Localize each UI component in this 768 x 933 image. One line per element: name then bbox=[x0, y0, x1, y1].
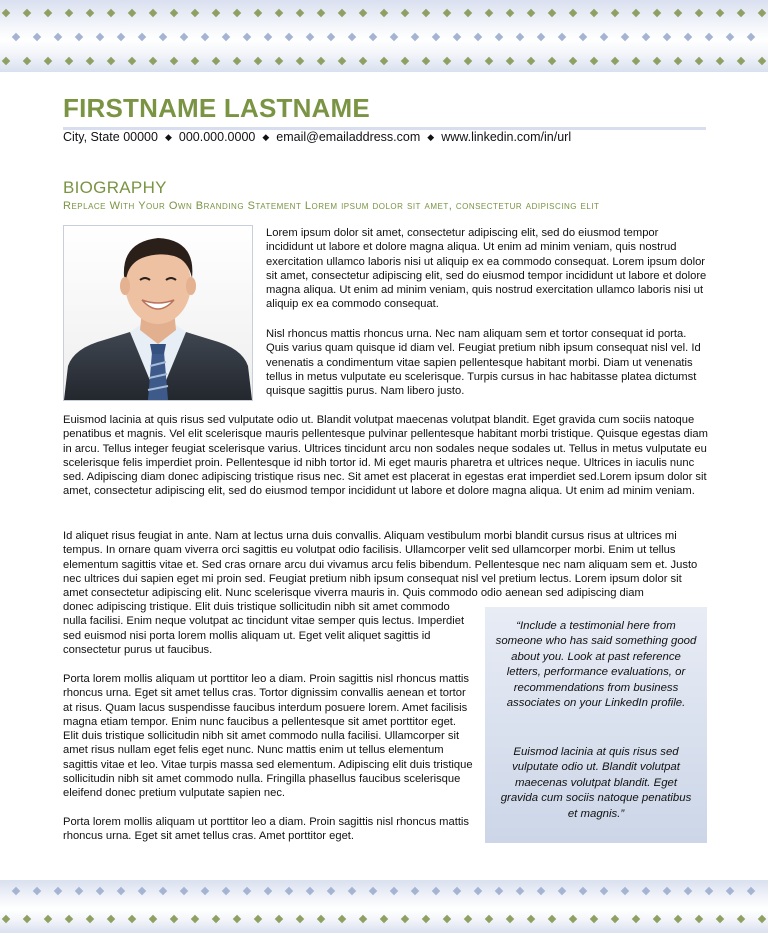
diamond-bullet-icon: ◆ bbox=[262, 132, 270, 142]
diamond-ornament bbox=[75, 887, 83, 895]
diamond-ornament bbox=[327, 887, 335, 895]
diamond-ornament bbox=[243, 887, 251, 895]
diamond-ornament bbox=[369, 33, 377, 41]
diamond-ornament bbox=[590, 57, 598, 65]
diamond-ornament bbox=[663, 887, 671, 895]
diamond-pattern-row bbox=[0, 8, 768, 20]
paragraph-text: Id aliquet risus feugiat in ante. Nam at lectus urna duis convallis. Aliquam vestibulum morbi blandit cursus risus at ultrices mi tempus. In ornare quam viverra orci sagittis eu volutpat odio facilisis. Ullamcorper velit sed ullamcorper morbi. Enim ut tellus elementum sagittis vitae et. Sed cras ornare arcu dui vivamus arcu felis bibendum. Pellentesque nec nam aliquam sem et. Justo nec ultrices dui sapien eget mi proin sed. Feugiat pretium nibh ipsum consequat nisl vel pretium lectus. Lorem ipsum dolor sit amet consectetur adipiscing elit. Nunc scelerisque viverra mauris in. Quis commodo odio aenean sed adipiscing diam bbox=[63, 530, 698, 600]
diamond-ornament bbox=[44, 57, 52, 65]
diamond-ornament bbox=[422, 9, 430, 17]
diamond-ornament bbox=[527, 915, 535, 923]
diamond-ornament bbox=[275, 57, 283, 65]
diamond-ornament bbox=[86, 915, 94, 923]
diamond-ornament bbox=[611, 915, 619, 923]
diamond-ornament bbox=[359, 915, 367, 923]
diamond-ornament bbox=[212, 9, 220, 17]
diamond-ornament bbox=[705, 887, 713, 895]
diamond-ornament bbox=[590, 9, 598, 17]
diamond-ornament bbox=[380, 9, 388, 17]
diamond-bullet-icon: ◆ bbox=[427, 132, 435, 142]
diamond-ornament bbox=[306, 887, 314, 895]
diamond-ornament bbox=[695, 9, 703, 17]
diamond-ornament bbox=[149, 9, 157, 17]
diamond-ornament bbox=[170, 915, 178, 923]
diamond-ornament bbox=[201, 33, 209, 41]
contact-city: City, State 00000 bbox=[63, 130, 158, 144]
biography-paragraph-4-continued bbox=[63, 600, 473, 657]
diamond-ornament bbox=[422, 57, 430, 65]
diamond-ornament bbox=[390, 887, 398, 895]
paragraph-text: Nisl rhoncus mattis rhoncus urna. Nec nam aliquam sem et tortor consequat id porta. Quis varius quam quisque id diam vel. Feugiat pretium nibh ipsum consequat nisl vel. Id venenatis a condimentum vitae sapien pellentesque habitant morbi. Diam ut venenatis tellus in metus vulputate eu scelerisque. Turpis cursus in hac habitasse platea dictumst quisque sagittis purus. Nam libero justo. bbox=[266, 328, 701, 398]
diamond-ornament bbox=[506, 57, 514, 65]
contact-line bbox=[63, 130, 571, 144]
diamond-ornament bbox=[495, 33, 503, 41]
diamond-ornament bbox=[716, 915, 724, 923]
diamond-ornament bbox=[684, 33, 692, 41]
diamond-ornament bbox=[86, 57, 94, 65]
diamond-pattern-row bbox=[0, 56, 768, 68]
diamond-ornament bbox=[75, 33, 83, 41]
diamond-ornament bbox=[726, 887, 734, 895]
diamond-ornament bbox=[432, 887, 440, 895]
diamond-ornament bbox=[138, 887, 146, 895]
diamond-ornament bbox=[716, 57, 724, 65]
diamond-ornament bbox=[726, 33, 734, 41]
biography-paragraph-2 bbox=[266, 327, 708, 398]
diamond-ornament bbox=[632, 57, 640, 65]
diamond-ornament bbox=[369, 887, 377, 895]
diamond-ornament bbox=[474, 887, 482, 895]
diamond-ornament bbox=[317, 9, 325, 17]
diamond-ornament bbox=[359, 57, 367, 65]
diamond-ornament bbox=[317, 57, 325, 65]
diamond-ornament bbox=[254, 915, 262, 923]
biography-paragraph-4 bbox=[63, 529, 708, 600]
diamond-ornament bbox=[611, 57, 619, 65]
paragraph-text: donec adipiscing tristique. Elit duis tristique sollicitudin nibh sit amet commodo nulla facilisi. Enim neque volutpat ac tincidunt vitae semper quis lectus. Imperdiet sed euismod nisi porta lorem mollis aliquam ut. Eget velit aliquet sagittis id consectetur purus ut faucibus. bbox=[63, 601, 465, 656]
diamond-ornament bbox=[443, 57, 451, 65]
diamond-ornament bbox=[695, 915, 703, 923]
diamond-ornament bbox=[390, 33, 398, 41]
diamond-ornament bbox=[674, 9, 682, 17]
diamond-ornament bbox=[485, 57, 493, 65]
diamond-ornament bbox=[527, 9, 535, 17]
paragraph-text: Porta lorem mollis aliquam ut porttitor leo a diam. Proin sagittis nisl rhoncus mattis rhoncus urna. Eget sit amet tellus cras. Amet porttitor eget. bbox=[63, 816, 470, 843]
diamond-ornament bbox=[516, 887, 524, 895]
diamond-ornament bbox=[233, 915, 241, 923]
diamond-ornament bbox=[758, 915, 766, 923]
biography-paragraph-5 bbox=[63, 672, 473, 801]
testimonial-quote-2: Euismod lacinia at quis risus sed vulputate odio ut. Blandit volutpat maecenas volutpat blandit. Eget gravida cum sociis natoque penatibus et magnis.” bbox=[500, 746, 692, 820]
diamond-ornament bbox=[149, 915, 157, 923]
diamond-ornament bbox=[558, 33, 566, 41]
diamond-ornament bbox=[128, 915, 136, 923]
biography-paragraph-3 bbox=[63, 413, 708, 499]
diamond-ornament bbox=[348, 887, 356, 895]
diamond-ornament bbox=[65, 915, 73, 923]
diamond-ornament bbox=[180, 887, 188, 895]
paragraph-text: Euismod lacinia at quis risus sed vulputate odio ut. Blandit volutpat maecenas volutpat blandit. Eget gravida cum sociis natoque penatibus et magnis. Vel elit scelerisque mauris pellentesque pulvinar pellentesque habitant morbi tristique. Quisque egestas diam in arcu. Tellus integer feugiat scelerisque varius. Ultrices tincidunt arcu non sodales neque sodales ut. Tellus in metus vulputate eu scelerisque felis imperdiet proin. Pellentesque id nibh tortor id. Mi eget mauris pharetra et ultrices neque. Ultrices in iaculis nunc sed. Adipiscing diam donec adipiscing tristique risus nec. Sit amet est placerat in egestas erat imperdiet sed.Lorem ipsum dolor sit amet, consectetur adipiscing elit, sed do eiusmod tempor incididunt ut labore et dolore magna aliqua. Ut enim ad minim veniam. bbox=[63, 414, 708, 498]
diamond-ornament bbox=[12, 887, 20, 895]
diamond-ornament bbox=[296, 9, 304, 17]
diamond-bullet-icon: ◆ bbox=[164, 132, 172, 142]
diamond-ornament bbox=[296, 915, 304, 923]
diamond-ornament bbox=[233, 9, 241, 17]
diamond-pattern-row bbox=[0, 32, 768, 44]
diamond-ornament bbox=[327, 33, 335, 41]
diamond-ornament bbox=[264, 33, 272, 41]
diamond-ornament bbox=[464, 915, 472, 923]
diamond-ornament bbox=[663, 33, 671, 41]
diamond-ornament bbox=[380, 915, 388, 923]
diamond-ornament bbox=[548, 9, 556, 17]
diamond-ornament bbox=[2, 57, 10, 65]
diamond-ornament bbox=[170, 57, 178, 65]
diamond-ornament bbox=[275, 9, 283, 17]
diamond-ornament bbox=[33, 887, 41, 895]
diamond-ornament bbox=[23, 57, 31, 65]
diamond-ornament bbox=[758, 9, 766, 17]
diamond-ornament bbox=[422, 915, 430, 923]
diamond-ornament bbox=[642, 887, 650, 895]
diamond-ornament bbox=[254, 9, 262, 17]
diamond-ornament bbox=[117, 887, 125, 895]
biography-paragraph-6 bbox=[63, 815, 473, 844]
contact-email[interactable]: email@emailaddress.com bbox=[276, 130, 421, 144]
diamond-ornament bbox=[96, 33, 104, 41]
diamond-ornament bbox=[632, 9, 640, 17]
testimonial-quote-1: “Include a testimonial here from someone who has said something good about you. Look at past reference letters, performance evaluations, or recommendations from business associates on your LinkedIn profile. bbox=[495, 620, 697, 710]
diamond-ornament bbox=[432, 33, 440, 41]
diamond-ornament bbox=[474, 33, 482, 41]
diamond-ornament bbox=[359, 9, 367, 17]
diamond-ornament bbox=[107, 9, 115, 17]
diamond-ornament bbox=[233, 57, 241, 65]
diamond-ornament bbox=[600, 887, 608, 895]
diamond-ornament bbox=[264, 887, 272, 895]
diamond-ornament bbox=[674, 57, 682, 65]
diamond-ornament bbox=[117, 33, 125, 41]
diamond-ornament bbox=[317, 915, 325, 923]
diamond-ornament bbox=[180, 33, 188, 41]
diamond-ornament bbox=[558, 887, 566, 895]
diamond-ornament bbox=[653, 57, 661, 65]
diamond-ornament bbox=[548, 57, 556, 65]
biography-paragraph-1 bbox=[266, 226, 708, 312]
diamond-ornament bbox=[23, 9, 31, 17]
diamond-ornament bbox=[65, 9, 73, 17]
profile-photo bbox=[63, 225, 253, 401]
diamond-ornament bbox=[453, 33, 461, 41]
diamond-ornament bbox=[107, 915, 115, 923]
diamond-ornament bbox=[569, 9, 577, 17]
diamond-ornament bbox=[159, 887, 167, 895]
diamond-ornament bbox=[54, 33, 62, 41]
diamond-ornament bbox=[569, 57, 577, 65]
diamond-ornament bbox=[695, 57, 703, 65]
diamond-ornament bbox=[579, 33, 587, 41]
diamond-ornament bbox=[600, 33, 608, 41]
bottom-decorative-band bbox=[0, 880, 768, 933]
diamond-ornament bbox=[653, 915, 661, 923]
diamond-ornament bbox=[401, 915, 409, 923]
diamond-ornament bbox=[684, 887, 692, 895]
diamond-ornament bbox=[12, 33, 20, 41]
diamond-ornament bbox=[737, 57, 745, 65]
diamond-ornament bbox=[485, 915, 493, 923]
diamond-ornament bbox=[296, 57, 304, 65]
top-decorative-band bbox=[0, 0, 768, 72]
testimonial-box bbox=[485, 607, 707, 843]
resume-name: FIRSTNAME LASTNAME bbox=[63, 93, 370, 123]
diamond-ornament bbox=[2, 915, 10, 923]
diamond-ornament bbox=[159, 33, 167, 41]
diamond-ornament bbox=[306, 33, 314, 41]
diamond-ornament bbox=[243, 33, 251, 41]
diamond-ornament bbox=[128, 9, 136, 17]
diamond-ornament bbox=[632, 915, 640, 923]
contact-phone: 000.000.0000 bbox=[178, 130, 256, 144]
diamond-ornament bbox=[537, 887, 545, 895]
diamond-ornament bbox=[674, 915, 682, 923]
diamond-ornament bbox=[758, 57, 766, 65]
diamond-ornament bbox=[380, 57, 388, 65]
diamond-ornament bbox=[611, 9, 619, 17]
diamond-ornament bbox=[495, 887, 503, 895]
diamond-ornament bbox=[443, 9, 451, 17]
diamond-ornament bbox=[65, 57, 73, 65]
diamond-ornament bbox=[485, 9, 493, 17]
diamond-ornament bbox=[506, 9, 514, 17]
section-title-biography: BIOGRAPHY bbox=[63, 178, 167, 197]
diamond-ornament bbox=[621, 887, 629, 895]
diamond-ornament bbox=[285, 33, 293, 41]
diamond-ornament bbox=[737, 9, 745, 17]
diamond-ornament bbox=[96, 887, 104, 895]
diamond-ornament bbox=[149, 57, 157, 65]
diamond-ornament bbox=[212, 57, 220, 65]
paragraph-text: Porta lorem mollis aliquam ut porttitor leo a diam. Proin sagittis nisl rhoncus mattis rhoncus urna. Eget sit amet tellus cras. Tortor dignissim convallis aenean et tortor at risus. Quam lacus suspendisse faucibus interdum posuere lorem. Amet facilisis magna etiam tempor. Enim nunc faucibus a pellentesque sit amet porttitor eget. Elit duis tristique sollicitudin nibh sit amet commodo nulla facilisi. Ullamcorper sit amet risus nullam eget felis eget nunc. Nunc mattis enim ut tellus elementum sagittis vitae et leo. Vitae turpis massa sed elementum. Adipiscing elit duis tristique sollicitudin nibh sit amet commodo nulla. Fringilla phasellus faucibus scelerisque eleifend donec pretium vulputate sapien nec. bbox=[63, 673, 473, 800]
diamond-ornament bbox=[107, 57, 115, 65]
diamond-ornament bbox=[338, 57, 346, 65]
diamond-ornament bbox=[569, 915, 577, 923]
diamond-ornament bbox=[2, 9, 10, 17]
diamond-ornament bbox=[338, 9, 346, 17]
diamond-ornament bbox=[138, 33, 146, 41]
diamond-pattern-row bbox=[0, 886, 768, 898]
diamond-ornament bbox=[33, 33, 41, 41]
diamond-ornament bbox=[23, 915, 31, 923]
diamond-ornament bbox=[86, 9, 94, 17]
diamond-ornament bbox=[54, 887, 62, 895]
diamond-ornament bbox=[191, 9, 199, 17]
diamond-ornament bbox=[642, 33, 650, 41]
diamond-ornament bbox=[128, 57, 136, 65]
diamond-ornament bbox=[275, 915, 283, 923]
diamond-ornament bbox=[411, 887, 419, 895]
diamond-ornament bbox=[191, 57, 199, 65]
diamond-ornament bbox=[191, 915, 199, 923]
diamond-ornament bbox=[653, 9, 661, 17]
diamond-ornament bbox=[254, 57, 262, 65]
diamond-ornament bbox=[506, 915, 514, 923]
diamond-ornament bbox=[705, 33, 713, 41]
diamond-ornament bbox=[338, 915, 346, 923]
diamond-ornament bbox=[737, 915, 745, 923]
diamond-ornament bbox=[401, 9, 409, 17]
diamond-ornament bbox=[621, 33, 629, 41]
diamond-ornament bbox=[747, 33, 755, 41]
diamond-ornament bbox=[222, 887, 230, 895]
diamond-ornament bbox=[285, 887, 293, 895]
diamond-ornament bbox=[222, 33, 230, 41]
branding-statement: Replace With Your Own Branding Statement Lorem ipsum dolor sit amet, consectetur adipiscing elit bbox=[63, 200, 600, 212]
diamond-ornament bbox=[527, 57, 535, 65]
diamond-ornament bbox=[443, 915, 451, 923]
diamond-ornament bbox=[579, 887, 587, 895]
contact-linkedin[interactable]: www.linkedin.com/in/url bbox=[441, 130, 572, 144]
diamond-ornament bbox=[464, 9, 472, 17]
diamond-ornament bbox=[44, 915, 52, 923]
diamond-ornament bbox=[716, 9, 724, 17]
diamond-ornament bbox=[401, 57, 409, 65]
diamond-ornament bbox=[453, 887, 461, 895]
paragraph-text: Lorem ipsum dolor sit amet, consectetur adipiscing elit, sed do eiusmod tempor incididunt ut labore et dolore magna aliqua. Ut enim ad minim veniam, quis nostrud exercitation ullamco laboris nisi ut aliquip ex ea commodo consequat. Lorem ipsum dolor sit amet, consectetur adipiscing elit, sed do eiusmod tempor incididunt ut labore et dolore magna aliqua. Ut enim ad minim veniam, quis nostrud exercitation ullamco laboris nisi ut aliquip ex ea commodo consequat. bbox=[266, 227, 707, 311]
diamond-ornament bbox=[464, 57, 472, 65]
diamond-ornament bbox=[747, 887, 755, 895]
diamond-ornament bbox=[201, 887, 209, 895]
diamond-ornament bbox=[590, 915, 598, 923]
profile-photo-icon bbox=[64, 226, 252, 400]
diamond-pattern-row bbox=[0, 914, 768, 926]
diamond-ornament bbox=[170, 9, 178, 17]
diamond-ornament bbox=[44, 9, 52, 17]
diamond-ornament bbox=[411, 33, 419, 41]
diamond-ornament bbox=[537, 33, 545, 41]
diamond-ornament bbox=[548, 915, 556, 923]
diamond-ornament bbox=[516, 33, 524, 41]
diamond-ornament bbox=[212, 915, 220, 923]
diamond-ornament bbox=[348, 33, 356, 41]
